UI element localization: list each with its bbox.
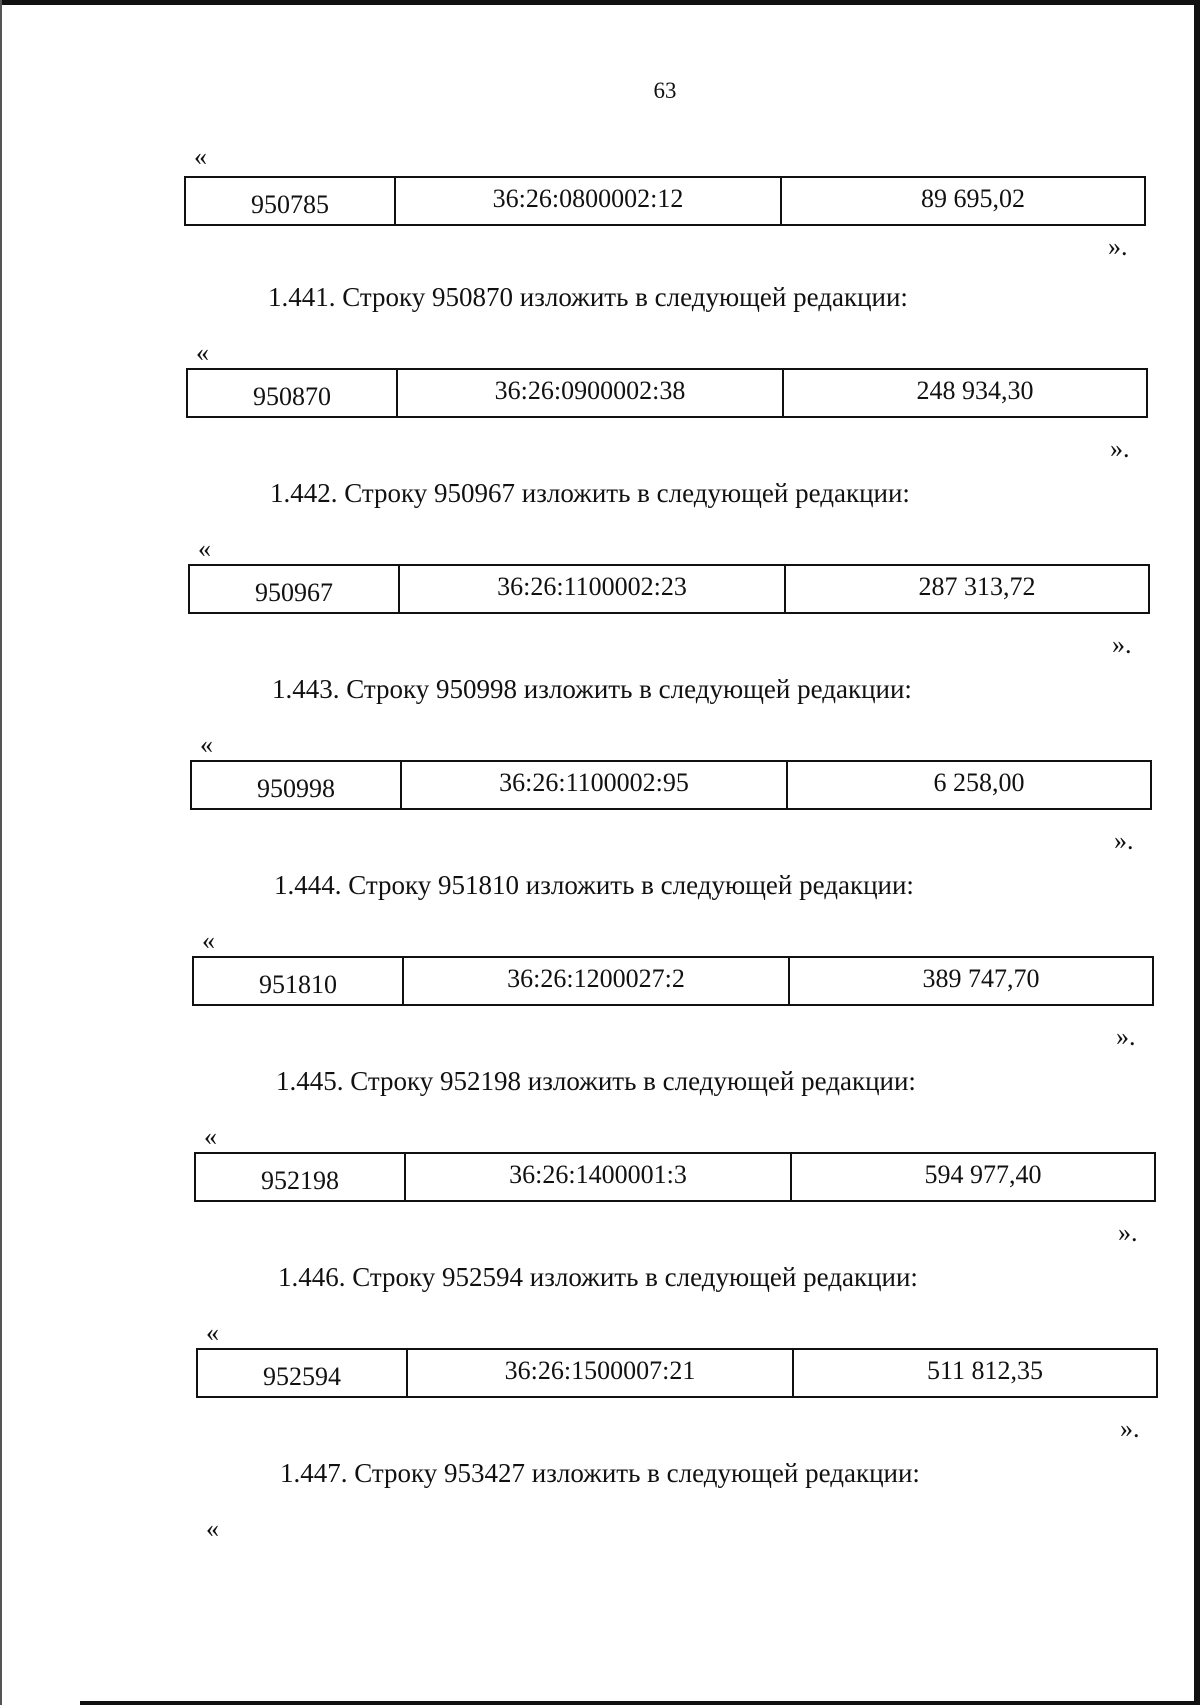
amendment-heading: 1.441. Строку 950870 изложить в следующей редакции:: [268, 282, 908, 312]
value-cell: 248 934,30: [916, 376, 1034, 405]
cadastral-number-cell: 36:26:1100002:95: [402, 762, 788, 808]
value-cell: 594 977,40: [924, 1160, 1042, 1189]
cadastral-number-cell: 36:26:1200027:2: [404, 958, 790, 1004]
row-table: [192, 956, 1154, 1006]
row-table: [186, 368, 1148, 418]
amendment-heading: 1.442. Строку 950967 изложить в следующей редакции:: [270, 478, 910, 508]
row-number-cell: 952198: [196, 1154, 406, 1200]
close-quote: ».: [1112, 630, 1132, 659]
amendment-section: [0, 870, 1200, 1065]
cadastral-number-cell: 36:26:1500007:21: [408, 1350, 794, 1396]
row-number-cell: 952594: [198, 1350, 408, 1396]
row-number-cell: 951810: [194, 958, 404, 1004]
value-cell: 389 747,70: [922, 964, 1040, 993]
open-quote: «: [198, 534, 211, 563]
amendment-heading: 1.444. Строку 951810 изложить в следующей редакции:: [274, 870, 914, 900]
open-quote: «: [202, 926, 215, 955]
amendment-section: [0, 1262, 1200, 1457]
close-quote: ».: [1110, 434, 1130, 463]
cadastral-number-cell: 36:26:0800002:12: [396, 178, 782, 224]
amendment-heading: 1.445. Строку 952198 изложить в следующей редакции:: [276, 1066, 916, 1096]
scan-border-bottom: [80, 1701, 1200, 1705]
row-number-cell: 950967: [190, 566, 400, 612]
open-quote: «: [200, 730, 213, 759]
value-cell: 89 695,02: [921, 184, 1025, 213]
open-quote: «: [206, 1514, 219, 1543]
row-table: [188, 564, 1150, 614]
row-table: [194, 1152, 1156, 1202]
row-number-cell: 950870: [188, 370, 398, 416]
open-quote: «: [204, 1122, 217, 1151]
open-quote: «: [196, 338, 209, 367]
page-number: 63: [653, 78, 677, 103]
value-cell: 511 812,35: [926, 1356, 1044, 1385]
close-quote: ».: [1120, 1414, 1140, 1443]
close-quote: ».: [1114, 826, 1134, 855]
row-table: [190, 760, 1152, 810]
value-cell: 287 313,72: [918, 572, 1036, 601]
amendment-heading: 1.447. Строку 953427 изложить в следующей редакции:: [280, 1458, 920, 1488]
amendment-section: [0, 478, 1200, 673]
amendment-section: [0, 282, 1200, 477]
amendment-heading: 1.443. Строку 950998 изложить в следующей редакции:: [272, 674, 912, 704]
close-quote: ».: [1108, 232, 1128, 261]
value-cell: 6 258,00: [933, 768, 1025, 797]
scan-border-top: [0, 0, 1200, 5]
amendment-section: [0, 1066, 1200, 1261]
amendment-section: [0, 674, 1200, 869]
row-number-cell: 950998: [192, 762, 402, 808]
row-number-cell: 950785: [186, 178, 396, 224]
amendment-section-start: [0, 1458, 1200, 1568]
amendment-heading: 1.446. Строку 952594 изложить в следующей редакции:: [278, 1262, 918, 1292]
cadastral-number-cell: 36:26:0900002:38: [398, 370, 784, 416]
close-quote: ».: [1118, 1218, 1138, 1247]
continued-block: [0, 52, 1200, 261]
cadastral-number-cell: 36:26:1100002:23: [400, 566, 786, 612]
open-quote: «: [206, 1318, 219, 1347]
open-quote: «: [194, 142, 207, 171]
row-table: [184, 176, 1146, 226]
close-quote: ».: [1116, 1022, 1136, 1051]
row-table: [196, 1348, 1158, 1398]
cadastral-number-cell: 36:26:1400001:3: [406, 1154, 792, 1200]
